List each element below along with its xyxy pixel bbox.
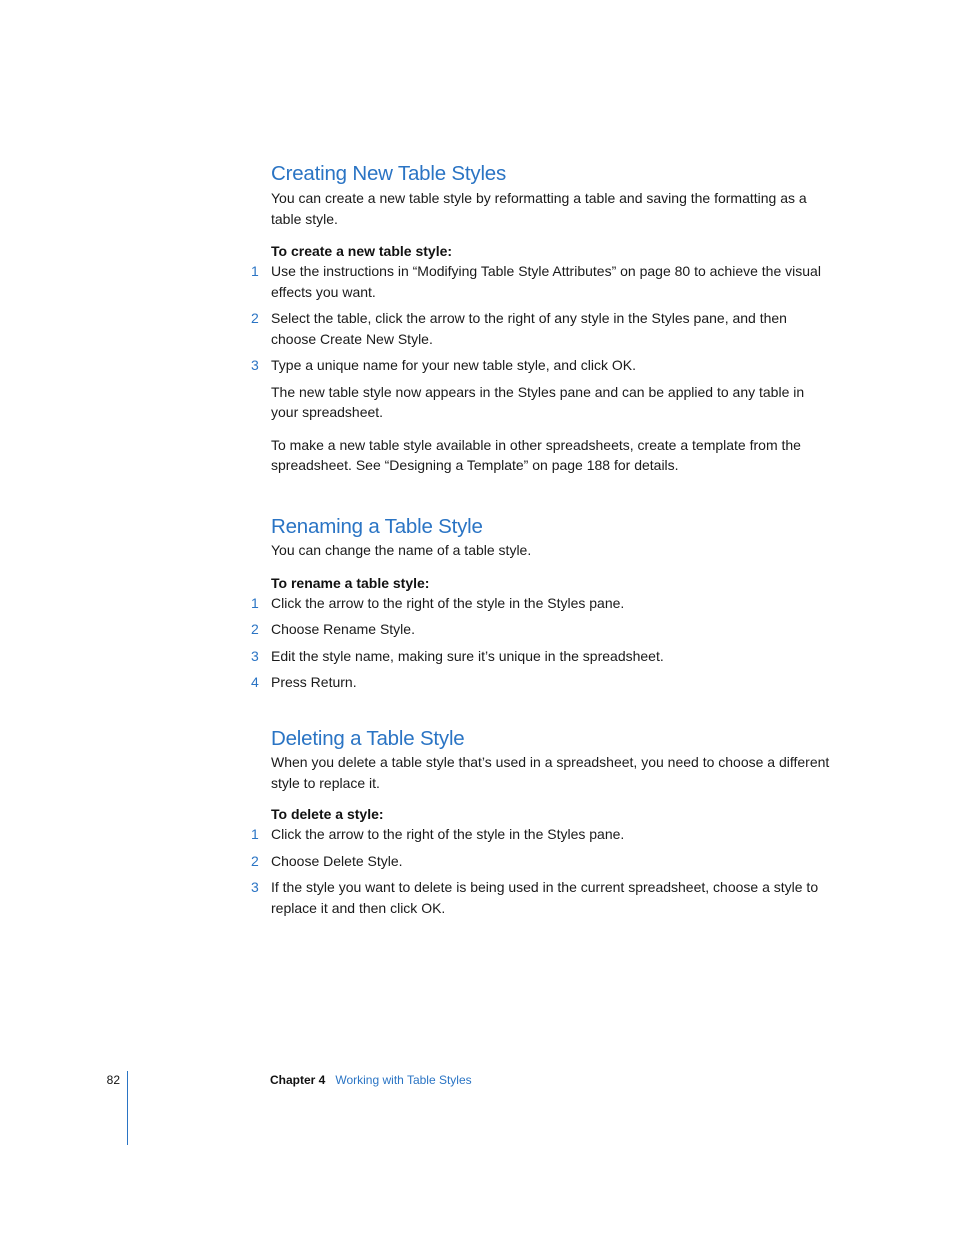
step-number: 2	[251, 621, 259, 637]
step-number: 3	[251, 647, 259, 664]
step-list	[251, 261, 831, 376]
section-heading: Renaming a Table Style	[271, 515, 483, 538]
step-number: 1	[251, 594, 259, 611]
note-paragraph: To make a new table style available in other spreadsheets, create a template from the spreadsheet. See “Designing a Template” on page 188 for details.	[271, 436, 801, 473]
step-text: Select the table, click the arrow to the right of any style in the Styles pane, and then choose Create New Style.	[271, 310, 787, 347]
step-item	[251, 877, 831, 918]
step-text: Type a unique name for your new table style, and click OK.	[271, 357, 636, 373]
section-heading: Creating New Table Styles	[271, 162, 507, 185]
section-creating-new-table-styles	[251, 162, 831, 476]
step-text: Edit the style name, making sure it’s unique in the spreadsheet.	[271, 647, 664, 664]
task-title: To create a new table style:	[271, 243, 453, 259]
step-item	[251, 672, 831, 693]
step-text: Choose Delete Style.	[271, 852, 403, 869]
task-title: To rename a table style:	[271, 574, 430, 591]
step-item	[251, 308, 831, 349]
step-item	[251, 646, 831, 667]
section-intro: You can create a new table style by reformatting a table and saving the formatting as a table style.	[271, 190, 807, 227]
step-number: 2	[251, 310, 259, 326]
step-number: 3	[251, 879, 259, 895]
step-text: Click the arrow to the right of the style in the Styles pane.	[271, 826, 625, 842]
step-number: 2	[251, 852, 259, 869]
step-list	[251, 824, 831, 918]
step-item	[251, 261, 831, 302]
note-paragraph: The new table style now appears in the Styles pane and can be applied to any table in your spreadsheet.	[271, 383, 805, 420]
step-text: Choose Rename Style.	[271, 621, 415, 637]
section-heading: Deleting a Table Style	[271, 727, 465, 750]
step-text: If the style you want to delete is being used in the current spreadsheet, choose a style to replace it and then click OK.	[271, 879, 819, 916]
page-number: 82	[106, 1073, 120, 1087]
step-number: 3	[251, 357, 259, 373]
step-number: 1	[251, 263, 259, 279]
section-intro: You can change the name of a table style.	[271, 542, 532, 558]
step-text: Use the instructions in “Modifying Table Style Attributes” on page 80 to achieve the visual effects you want.	[271, 263, 821, 300]
section-deleting-a-table-style	[251, 727, 831, 924]
step-item	[251, 851, 831, 872]
footer-divider	[127, 1071, 128, 1145]
step-text: Press Return.	[271, 674, 357, 690]
step-number: 4	[251, 674, 259, 690]
step-number: 1	[251, 826, 259, 842]
step-item	[251, 593, 831, 614]
step-item	[251, 824, 831, 845]
chapter-title: Working with Table Styles	[335, 1073, 472, 1087]
step-item	[251, 619, 831, 640]
task-title: To delete a style:	[271, 806, 384, 822]
chapter-label: Chapter 4	[270, 1073, 326, 1087]
step-item	[251, 355, 831, 376]
section-renaming-a-table-style	[251, 515, 831, 699]
section-intro: When you delete a table style that’s used in a spreadsheet, you need to choose a different style to replace it.	[271, 754, 830, 791]
step-text: Click the arrow to the right of the style in the Styles pane.	[271, 594, 625, 611]
footer-chapter	[270, 1072, 472, 1088]
step-list	[251, 593, 831, 693]
